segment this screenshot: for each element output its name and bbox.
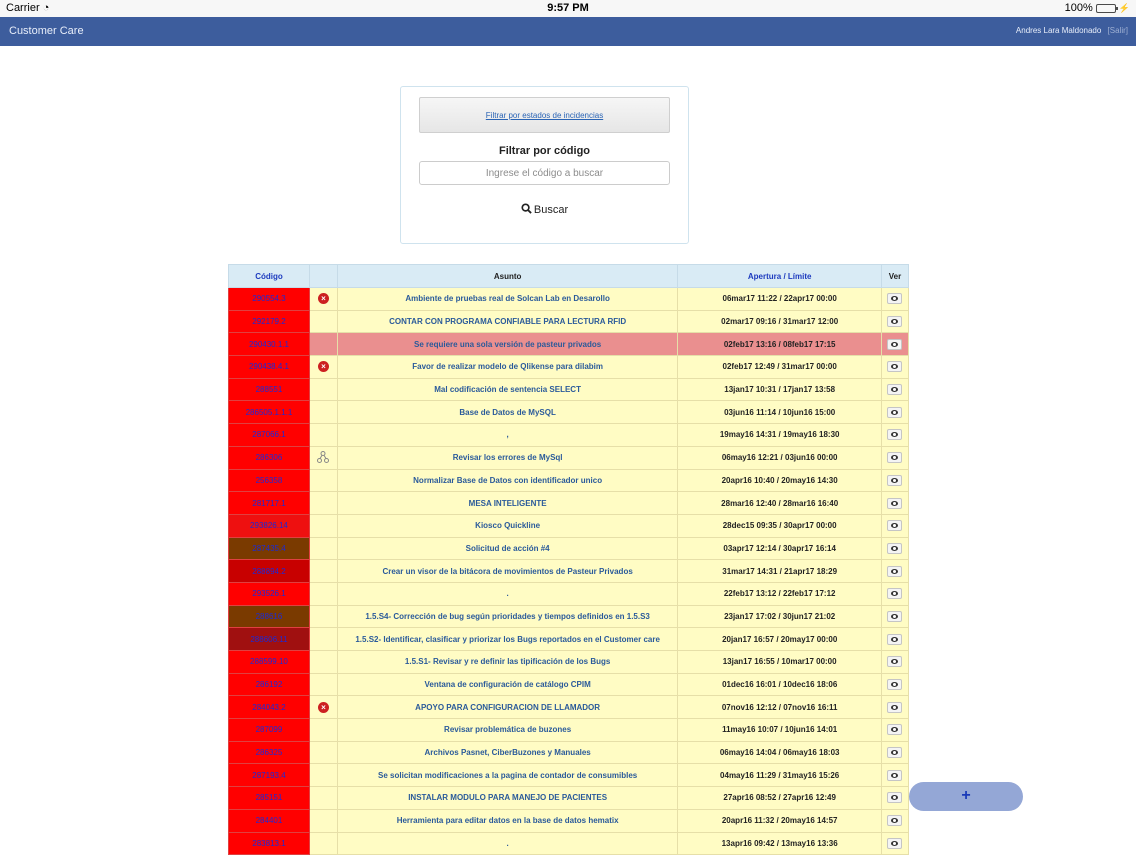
app-title[interactable]: Customer Care xyxy=(9,25,84,37)
table-row[interactable] xyxy=(229,673,909,696)
table-row[interactable] xyxy=(229,628,909,651)
incident-subject[interactable]: Crear un visor de la bitácora de movimientos de Pasteur Privados xyxy=(337,560,677,583)
incident-status-cell xyxy=(309,333,337,356)
eye-icon[interactable] xyxy=(887,475,902,486)
table-row[interactable] xyxy=(229,651,909,674)
filter-panel xyxy=(400,86,689,244)
incident-view-cell xyxy=(881,628,908,651)
incidents-table xyxy=(228,264,909,855)
incident-code[interactable]: 283813.1 xyxy=(229,832,310,855)
table-row[interactable] xyxy=(229,832,909,855)
incident-dates: 20apr16 11:32 / 20may16 14:57 xyxy=(678,809,882,832)
table-row[interactable] xyxy=(229,560,909,583)
table-row[interactable] xyxy=(229,401,909,424)
incident-subject[interactable]: MESA INTELIGENTE xyxy=(337,492,677,515)
battery-percent: 100% xyxy=(1064,2,1093,14)
eye-icon[interactable] xyxy=(887,407,902,418)
incident-view-cell xyxy=(881,469,908,492)
incident-subject[interactable]: . xyxy=(337,582,677,605)
incident-dates: 28dec15 09:35 / 30apr17 00:00 xyxy=(678,514,882,537)
logout-link[interactable]: [Salir] xyxy=(1107,26,1128,35)
table-row[interactable] xyxy=(229,446,909,469)
table-row[interactable] xyxy=(229,696,909,719)
incident-code[interactable]: 287435.4 xyxy=(229,537,310,560)
incident-code[interactable]: 287099 xyxy=(229,719,310,742)
incident-subject[interactable]: Revisar los errores de MySql xyxy=(337,446,677,469)
status-bar xyxy=(0,0,1136,17)
incident-code[interactable]: 288616 xyxy=(229,605,310,628)
incident-status-cell xyxy=(309,809,337,832)
incident-view-cell xyxy=(881,356,908,379)
search-icon xyxy=(521,203,532,214)
table-header-row xyxy=(229,265,909,288)
incident-view-cell xyxy=(881,288,908,311)
incident-dates: 22feb17 13:12 / 22feb17 17:12 xyxy=(678,582,882,605)
user-info xyxy=(1016,26,1128,35)
table-row[interactable] xyxy=(229,424,909,447)
incident-dates: 03apr17 12:14 / 30apr17 16:14 xyxy=(678,537,882,560)
error-icon: × xyxy=(318,293,329,304)
incident-code[interactable]: 286325 xyxy=(229,741,310,764)
incident-view-cell xyxy=(881,787,908,810)
incident-view-cell xyxy=(881,333,908,356)
incident-dates: 20jan17 16:57 / 20may17 00:00 xyxy=(678,628,882,651)
eye-icon[interactable] xyxy=(887,747,902,758)
eye-icon[interactable] xyxy=(887,429,902,440)
incident-view-cell xyxy=(881,809,908,832)
eye-icon[interactable] xyxy=(887,566,902,577)
incident-status-cell xyxy=(309,288,337,311)
table-row[interactable] xyxy=(229,582,909,605)
incident-status-cell xyxy=(309,764,337,787)
header-icon xyxy=(309,265,337,288)
incident-status-cell xyxy=(309,832,337,855)
eye-icon[interactable] xyxy=(887,498,902,509)
eye-icon[interactable] xyxy=(887,702,902,713)
incident-subject[interactable]: Base de Datos de MySQL xyxy=(337,401,677,424)
user-name: Andres Lara Maldonado xyxy=(1015,26,1102,35)
table-row[interactable] xyxy=(229,809,909,832)
incident-status-cell xyxy=(309,651,337,674)
incident-dates: 07nov16 12:12 / 07nov16 16:11 xyxy=(678,696,882,719)
incident-code[interactable]: 281717.1 xyxy=(229,492,310,515)
eye-icon[interactable] xyxy=(887,543,902,554)
eye-icon[interactable] xyxy=(887,770,902,781)
incident-dates: 31mar17 14:31 / 21apr17 18:29 xyxy=(678,560,882,583)
incident-code[interactable]: 290438.4.1 xyxy=(229,356,310,379)
incident-dates: 28mar16 12:40 / 28mar16 16:40 xyxy=(678,492,882,515)
eye-icon[interactable] xyxy=(887,361,902,372)
incident-dates: 01dec16 16:01 / 10dec16 18:06 xyxy=(678,673,882,696)
incident-dates: 20apr16 10:40 / 20may16 14:30 xyxy=(678,469,882,492)
incident-status-cell xyxy=(309,719,337,742)
incident-status-cell xyxy=(309,424,337,447)
battery-icon xyxy=(1096,4,1116,13)
incident-status-cell xyxy=(309,605,337,628)
incident-code[interactable]: 284043.2 xyxy=(229,696,310,719)
incident-status-cell xyxy=(309,787,337,810)
incident-code[interactable]: 292179.2 xyxy=(229,310,310,333)
incident-code[interactable]: 287193.4 xyxy=(229,764,310,787)
table-body xyxy=(229,288,909,855)
table-row[interactable] xyxy=(229,310,909,333)
incident-view-cell xyxy=(881,424,908,447)
eye-icon[interactable] xyxy=(887,656,902,667)
header-view: Ver xyxy=(881,265,908,288)
incident-status-cell xyxy=(309,741,337,764)
incident-view-cell xyxy=(881,719,908,742)
eye-icon[interactable] xyxy=(887,724,902,735)
table-row[interactable] xyxy=(229,378,909,401)
incident-view-cell xyxy=(881,378,908,401)
incident-code[interactable]: 288599.10 xyxy=(229,651,310,674)
incident-subject[interactable]: . xyxy=(337,832,677,855)
incident-status-cell xyxy=(309,401,337,424)
incident-subject[interactable]: 1.5.S2- Identificar, clasificar y priorizar los Bugs reportados en el Customer care xyxy=(337,628,677,651)
eye-icon[interactable] xyxy=(887,520,902,531)
add-incident-button[interactable]: + xyxy=(909,782,1023,811)
incident-status-cell xyxy=(309,378,337,401)
incident-subject[interactable]: , xyxy=(337,424,677,447)
incident-code[interactable]: 256358 xyxy=(229,469,310,492)
eye-icon[interactable] xyxy=(887,792,902,803)
incident-dates: 03jun16 11:14 / 10jun16 15:00 xyxy=(678,401,882,424)
incident-subject[interactable]: Ventana de configuración de catálogo CPIM xyxy=(337,673,677,696)
incident-status-cell xyxy=(309,628,337,651)
search-button-label: Buscar xyxy=(533,204,569,216)
clock: 9:57 PM xyxy=(547,2,589,14)
table-row[interactable] xyxy=(229,605,909,628)
incident-view-cell xyxy=(881,764,908,787)
incident-view-cell xyxy=(881,673,908,696)
incident-dates: 11may16 10:07 / 10jun16 14:01 xyxy=(678,719,882,742)
incident-view-cell xyxy=(881,741,908,764)
table-row[interactable] xyxy=(229,356,909,379)
eye-icon[interactable] xyxy=(887,339,902,350)
app-header xyxy=(0,17,1136,46)
eye-icon[interactable] xyxy=(887,588,902,599)
table-row[interactable] xyxy=(229,288,909,311)
incident-dates: 02feb17 12:49 / 31mar17 00:00 xyxy=(678,356,882,379)
incident-code[interactable]: 285151 xyxy=(229,787,310,810)
incident-subject[interactable]: Revisar problemática de buzones xyxy=(337,719,677,742)
incident-subject[interactable]: Herramienta para editar datos en la base de datos hematix xyxy=(337,809,677,832)
incident-status-cell xyxy=(309,310,337,333)
incident-subject[interactable]: INSTALAR MODULO PARA MANEJO DE PACIENTES xyxy=(337,787,677,810)
incident-view-cell xyxy=(881,605,908,628)
header-dates[interactable]: Apertura / Límite xyxy=(678,265,882,288)
incident-code[interactable]: 290554.3 xyxy=(229,288,310,311)
incident-view-cell xyxy=(881,401,908,424)
incident-subject[interactable]: Kiosco Quickline xyxy=(337,514,677,537)
incident-subject[interactable]: Mal codificación de sentencia SELECT xyxy=(337,378,677,401)
incident-dates: 06mar17 11:22 / 22apr17 00:00 xyxy=(678,288,882,311)
eye-icon[interactable] xyxy=(887,316,902,327)
incident-view-cell xyxy=(881,310,908,333)
incident-status-cell xyxy=(309,560,337,583)
table-row[interactable] xyxy=(229,787,909,810)
incident-view-cell xyxy=(881,832,908,855)
incident-dates: 02feb17 13:16 / 08feb17 17:15 xyxy=(678,333,882,356)
incident-dates: 13apr16 09:42 / 13may16 13:36 xyxy=(678,832,882,855)
eye-icon[interactable] xyxy=(887,452,902,463)
incident-view-cell xyxy=(881,696,908,719)
eye-icon[interactable] xyxy=(887,611,902,622)
eye-icon[interactable] xyxy=(887,384,902,395)
incident-subject[interactable]: Ambiente de pruebas real de Solcan Lab en Desarollo xyxy=(337,288,677,311)
incident-code[interactable]: 288551 xyxy=(229,378,310,401)
incident-status-cell xyxy=(309,356,337,379)
incident-status-cell xyxy=(309,673,337,696)
error-icon: × xyxy=(318,361,329,372)
incident-dates: 13jan17 16:55 / 10mar17 00:00 xyxy=(678,651,882,674)
table-row[interactable] xyxy=(229,719,909,742)
incident-subject[interactable]: Se requiere una sola versión de pasteur privados xyxy=(337,333,677,356)
incident-subject[interactable]: APOYO PARA CONFIGURACION DE LLAMADOR xyxy=(337,696,677,719)
incident-status-cell xyxy=(309,537,337,560)
incident-view-cell xyxy=(881,514,908,537)
incident-code[interactable]: 290430.1.1 xyxy=(229,333,310,356)
incident-status-cell xyxy=(309,492,337,515)
header-code[interactable]: Código xyxy=(229,265,310,288)
incident-code[interactable]: 287066.1 xyxy=(229,424,310,447)
eye-icon[interactable] xyxy=(887,838,902,849)
incident-dates: 02mar17 09:16 / 31mar17 12:00 xyxy=(678,310,882,333)
incident-subject[interactable]: CONTAR CON PROGRAMA CONFIABLE PARA LECTURA RFID xyxy=(337,310,677,333)
eye-icon[interactable] xyxy=(887,679,902,690)
hierarchy-icon xyxy=(317,451,329,465)
charging-icon: ⚡ xyxy=(1118,2,1130,13)
table-row[interactable] xyxy=(229,537,909,560)
incident-status-cell xyxy=(309,514,337,537)
incident-dates: 06may16 12:21 / 03jun16 00:00 xyxy=(678,446,882,469)
incident-view-cell xyxy=(881,560,908,583)
incident-dates: 23jan17 17:02 / 30jun17 21:02 xyxy=(678,605,882,628)
incident-dates: 04may16 11:29 / 31may16 15:26 xyxy=(678,764,882,787)
incident-subject[interactable]: Se solicitan modificaciones a la pagina de contador de consumibles xyxy=(337,764,677,787)
incident-dates: 06may16 14:04 / 06may16 18:03 xyxy=(678,741,882,764)
table-row[interactable] xyxy=(229,514,909,537)
eye-icon[interactable] xyxy=(887,293,902,304)
error-icon: × xyxy=(318,702,329,713)
table-row[interactable] xyxy=(229,764,909,787)
incident-view-cell xyxy=(881,651,908,674)
incident-view-cell xyxy=(881,537,908,560)
eye-icon[interactable] xyxy=(887,815,902,826)
incident-subject[interactable]: Favor de realizar modelo de Qlikense para dilabim xyxy=(337,356,677,379)
incident-status-cell xyxy=(309,446,337,469)
incident-subject[interactable]: 1.5.S1- Revisar y re definir las tipificación de los Bugs xyxy=(337,651,677,674)
table-row[interactable] xyxy=(229,741,909,764)
incident-code[interactable]: 293826.14 xyxy=(229,514,310,537)
incident-dates: 13jan17 10:31 / 17jan17 13:58 xyxy=(678,378,882,401)
code-search-input[interactable] xyxy=(419,161,670,185)
wifi-icon: ◔ xyxy=(42,2,50,14)
incident-code[interactable]: 288606.11 xyxy=(229,628,310,651)
table-row[interactable] xyxy=(229,333,909,356)
battery-indicator xyxy=(1065,2,1130,14)
incident-dates: 19may16 14:31 / 19may16 18:30 xyxy=(678,424,882,447)
incident-code[interactable]: 288894.2 xyxy=(229,560,310,583)
incident-view-cell xyxy=(881,446,908,469)
incident-code[interactable]: 284401 xyxy=(229,809,310,832)
incident-subject[interactable]: Normalizar Base de Datos con identificador unico xyxy=(337,469,677,492)
table-row[interactable] xyxy=(229,492,909,515)
eye-icon[interactable] xyxy=(887,634,902,645)
filter-code-label: Filtrar por código xyxy=(498,145,591,157)
incident-code[interactable]: 286192 xyxy=(229,673,310,696)
incident-code[interactable]: 293526.1 xyxy=(229,582,310,605)
table-row[interactable] xyxy=(229,469,909,492)
incident-status-cell xyxy=(309,469,337,492)
incident-view-cell xyxy=(881,492,908,515)
incident-dates: 27apr16 08:52 / 27apr16 12:49 xyxy=(678,787,882,810)
incident-view-cell xyxy=(881,582,908,605)
incident-subject[interactable]: Archivos Pasnet, CiberBuzones y Manuales xyxy=(337,741,677,764)
header-subject: Asunto xyxy=(337,265,677,288)
incident-subject[interactable]: 1.5.S4- Corrección de bug según prioridades y tiempos definidos en 1.5.S3 xyxy=(337,605,677,628)
filter-states-button[interactable]: Filtrar por estados de incidencias xyxy=(419,97,670,133)
incident-code[interactable]: 286505.1.1.1 xyxy=(229,401,310,424)
incident-subject[interactable]: Solicitud de acción #4 xyxy=(337,537,677,560)
incident-status-cell xyxy=(309,582,337,605)
incident-status-cell xyxy=(309,696,337,719)
incident-code[interactable]: 286306 xyxy=(229,446,310,469)
carrier-label: Carrier ◔ xyxy=(6,2,50,14)
search-button[interactable] xyxy=(401,203,688,216)
